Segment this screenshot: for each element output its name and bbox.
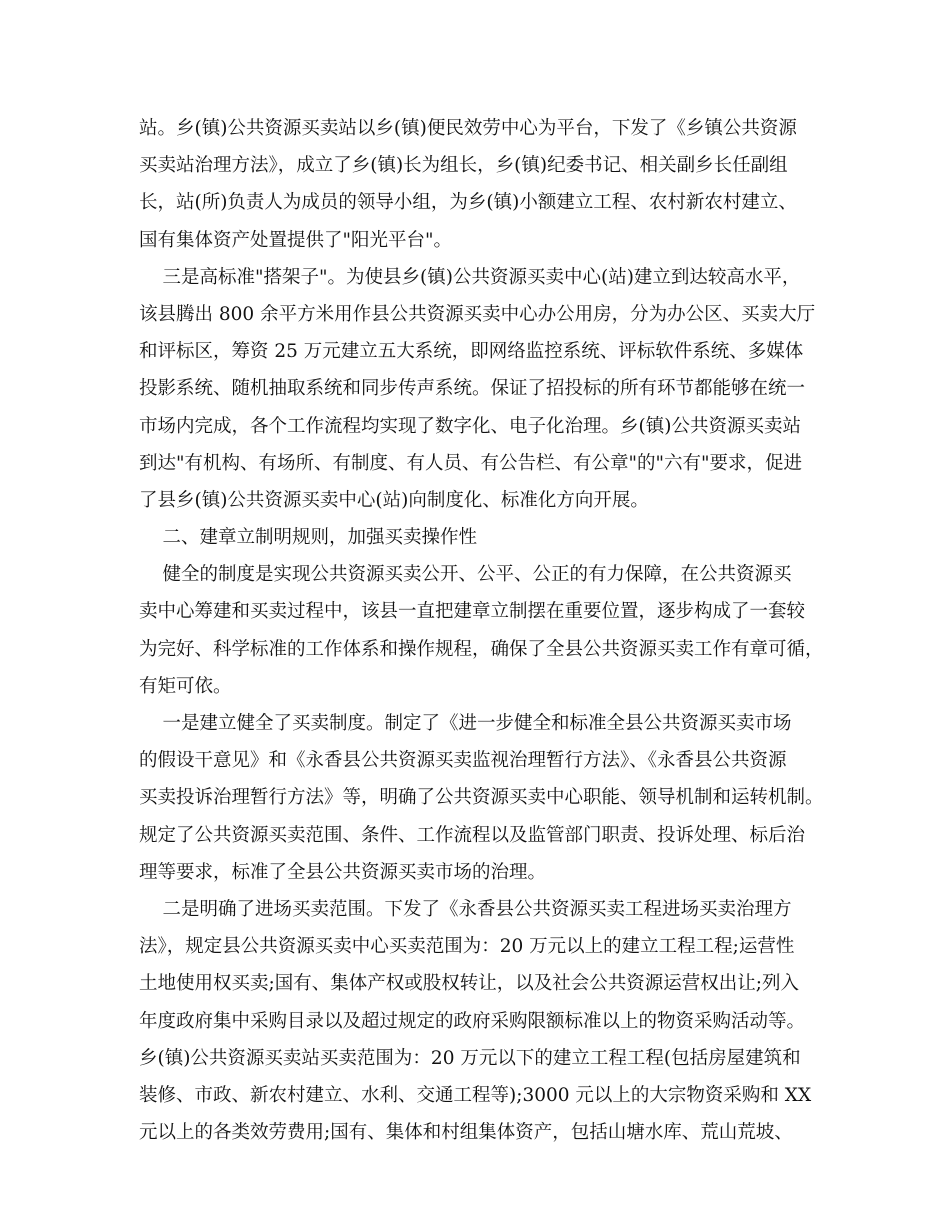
document-body [139, 110, 824, 1151]
text-line-4: 国有集体资产处置提供了"阳光平台"。 [139, 229, 453, 251]
text-line-26: 乡(镇)公共资源买卖站买卖范围为：20 万元以下的建立工程工程(包括房屋建筑和 [139, 1047, 801, 1069]
text-line-8: 投影系统、随机抽取系统和同步传声系统。保证了招投标的所有环节都能够在统一 [139, 378, 806, 400]
text-line-21: 理等要求，标准了全县公共资源买卖市场的治理。 [139, 861, 547, 883]
text-line-16: 有矩可依。 [139, 675, 232, 697]
text-line-17: 一是建立健全了买卖制度。制定了《进一步健全和标准全县公共资源买卖市场 [139, 713, 792, 734]
text-line-1: 站。乡(镇)公共资源买卖站以乡(镇)便民效劳中心为平台，下发了《乡镇公共资源 [139, 118, 797, 139]
text-line-25: 年度政府集中采购目录以及超过规定的政府采购限额标准以上的物资采购活动等。 [139, 1010, 806, 1032]
text-line-20: 规定了公共资源买卖范围、条件、工作流程以及监管部门职责、投诉处理、标后治 [139, 824, 806, 846]
text-line-6: 该县腾出 800 余平方米用作县公共资源买卖中心办公用房，分为办公区、买卖大厅 [139, 303, 816, 325]
text-line-19: 买卖投诉治理暂行方法》等，明确了公共资源买卖中心职能、领导机制和运转机制。 [139, 787, 824, 809]
text-line-13: 健全的制度是实现公共资源买卖公开、公平、公正的有力保障，在公共资源买 [139, 564, 792, 586]
text-line-28: 元以上的各类效劳费用;国有、集体和村组集体资产，包括山塘水库、荒山荒坡、 [139, 1122, 793, 1144]
text-line-15: 为完好、科学标准的工作体系和操作规程，确保了全县公共资源买卖工作有章可循， [139, 638, 824, 660]
text-line-5: 三是高标准"搭架子"。为使县乡(镇)公共资源买卖中心(站)建立到达较高水平， [139, 266, 801, 288]
text-line-22: 二是明确了进场买卖范围。下发了《永香县公共资源买卖工程进场买卖治理方 [139, 898, 792, 920]
text-line-24: 土地使用权买卖;国有、集体产权或股权转让，以及社会公共资源运营权出让;列入 [139, 973, 799, 995]
text-line-2: 买卖站治理方法》，成立了乡(镇)长为组长，乡(镇)纪委书记、相关副乡长任副组 [139, 155, 788, 177]
text-line-18: 的假设干意见》和《永香县公共资源买卖监视治理暂行方法》、《永香县公共资源 [139, 750, 787, 772]
section-heading-2: 二、建章立制明规则，加强买卖操作性 [139, 527, 478, 549]
text-line-9: 市场内完成，各个工作流程均实现了数字化、电子化治理。乡(镇)公共资源买卖站 [139, 415, 801, 437]
text-line-7: 和评标区，筹资 25 万元建立五大系统，即网络监控系统、评标软件系统、多媒体 [139, 341, 804, 363]
text-line-23: 法》，规定县公共资源买卖中心买卖范围为：20 万元以上的建立工程工程;运营性 [139, 936, 795, 958]
text-line-3: 长，站(所)负责人为成员的领导小组，为乡(镇)小额建立工程、农村新农村建立、 [139, 192, 797, 214]
text-line-10: 到达"有机构、有场所、有制度、有人员、有公告栏、有公章"的"六有"要求，促进 [139, 452, 803, 474]
text-line-11: 了县乡(镇)公共资源买卖中心(站)向制度化、标准化方向开展。 [139, 489, 649, 511]
text-line-27: 装修、市政、新农村建立、水利、交通工程等);3000 元以上的大宗物资采购和 XX [139, 1084, 812, 1106]
text-line-14: 卖中心筹建和买卖过程中，该县一直把建章立制摆在重要位置，逐步构成了一套较 [139, 601, 806, 623]
